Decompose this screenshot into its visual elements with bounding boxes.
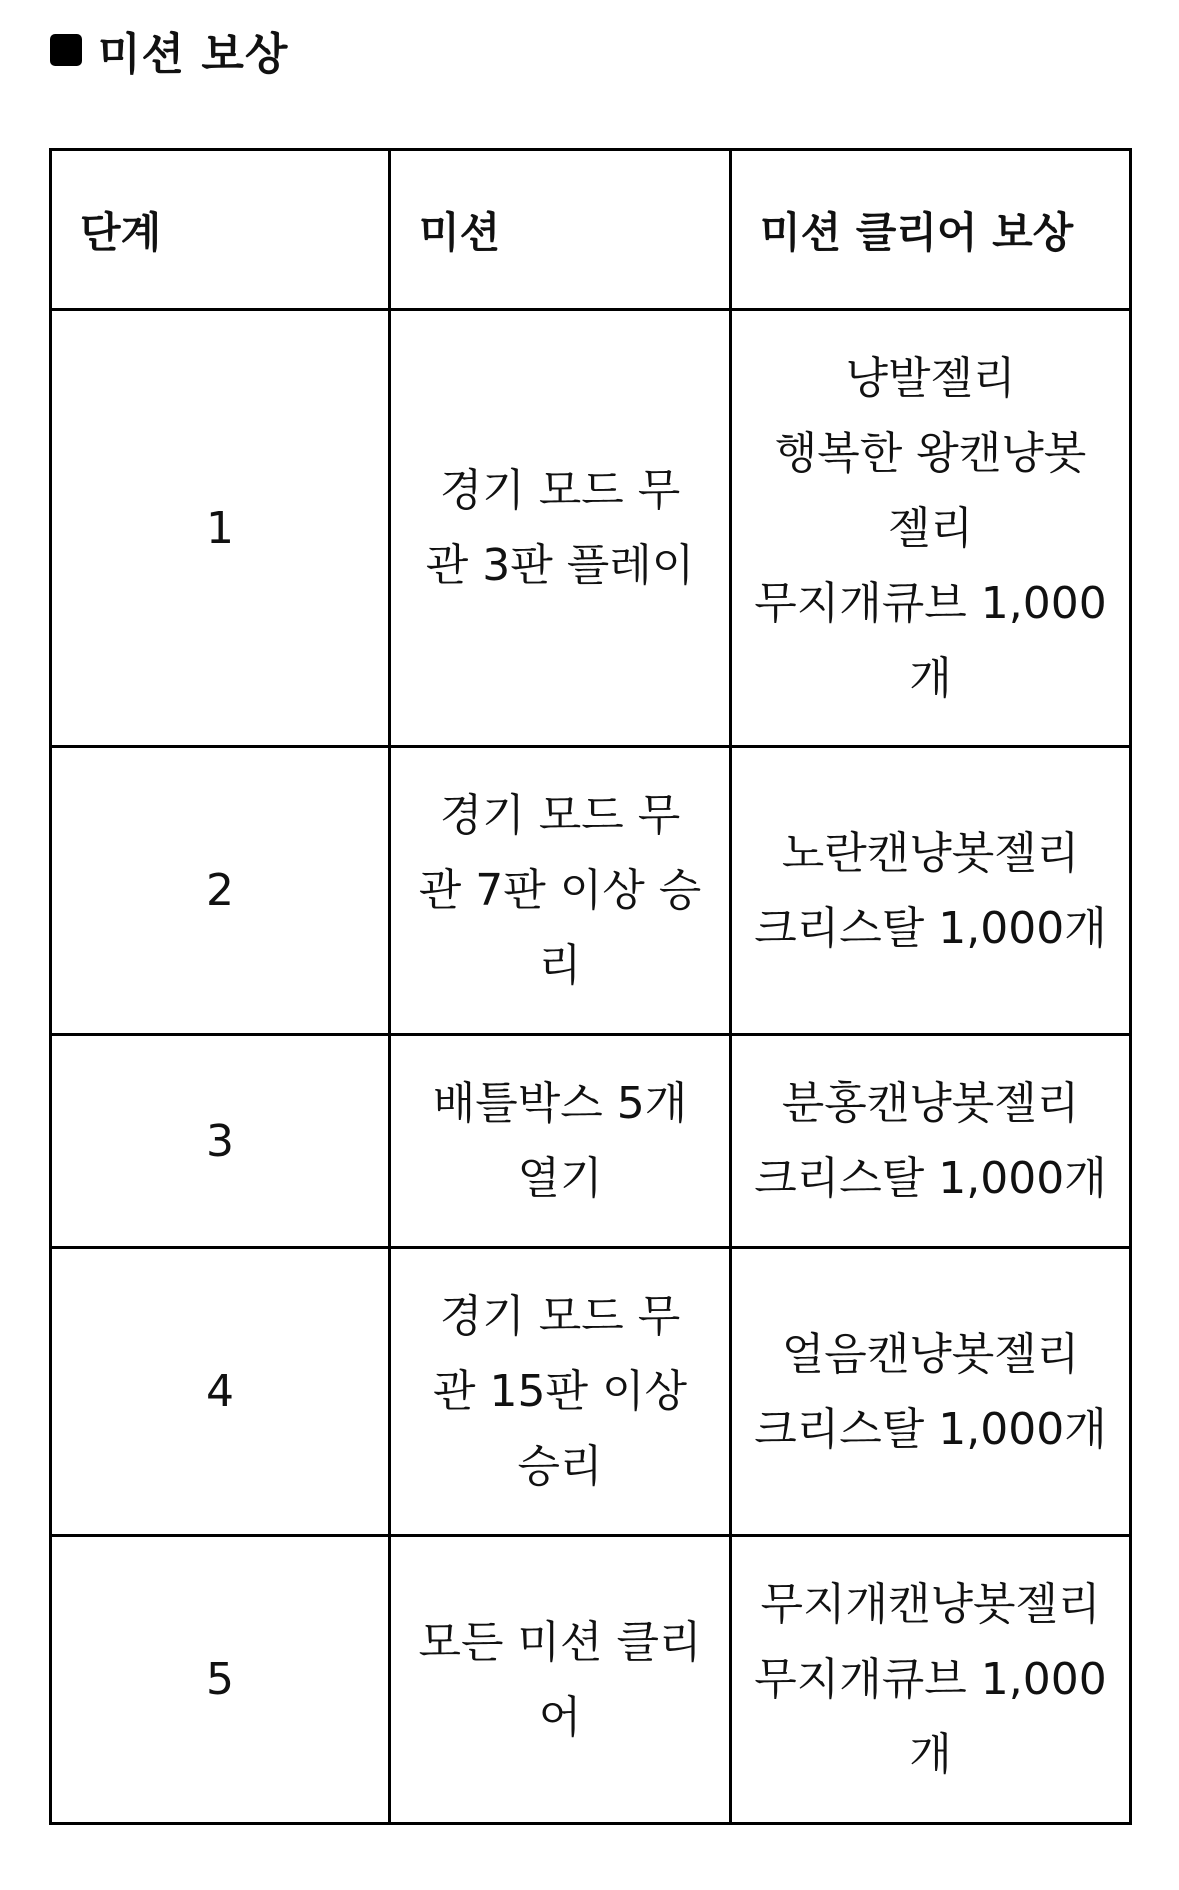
header-reward: 미션 클리어 보상: [731, 150, 1131, 310]
mission-cell: 모든 미션 클리 어: [390, 1536, 731, 1824]
stage-cell: 5: [51, 1536, 390, 1824]
mission-cell: 경기 모드 무 관 7판 이상 승 리: [390, 747, 731, 1035]
mission-cell: 배틀박스 5개 열기: [390, 1035, 731, 1248]
stage-cell: 2: [51, 747, 390, 1035]
table-row: [51, 1248, 1131, 1536]
table-row: [51, 1035, 1131, 1248]
section-heading: [50, 20, 288, 80]
table-header-row: [51, 150, 1131, 310]
stage-cell: 3: [51, 1035, 390, 1248]
stage-cell: 4: [51, 1248, 390, 1536]
table-row: [51, 747, 1131, 1035]
reward-cell: 분홍캔냥봇젤리 크리스탈 1,000개: [731, 1035, 1131, 1248]
mission-cell: 경기 모드 무 관 3판 플레이: [390, 310, 731, 747]
mission-cell: 경기 모드 무 관 15판 이상 승리: [390, 1248, 731, 1536]
section-title: 미션 보상: [98, 29, 289, 80]
table-row: [51, 310, 1131, 747]
stage-cell: 1: [51, 310, 390, 747]
reward-cell: 냥발젤리 행복한 왕캔냥봇 젤리 무지개큐브 1,000 개: [731, 310, 1131, 747]
reward-cell: 무지개캔냥봇젤리 무지개큐브 1,000 개: [731, 1536, 1131, 1824]
mission-reward-table: [49, 148, 1132, 1825]
reward-cell: 노란캔냥봇젤리 크리스탈 1,000개: [731, 747, 1131, 1035]
table-row: [51, 1536, 1131, 1824]
header-stage: 단계: [51, 150, 390, 310]
reward-cell: 얼음캔냥봇젤리 크리스탈 1,000개: [731, 1248, 1131, 1536]
header-mission: 미션: [390, 150, 731, 310]
black-square-icon: [50, 34, 82, 66]
